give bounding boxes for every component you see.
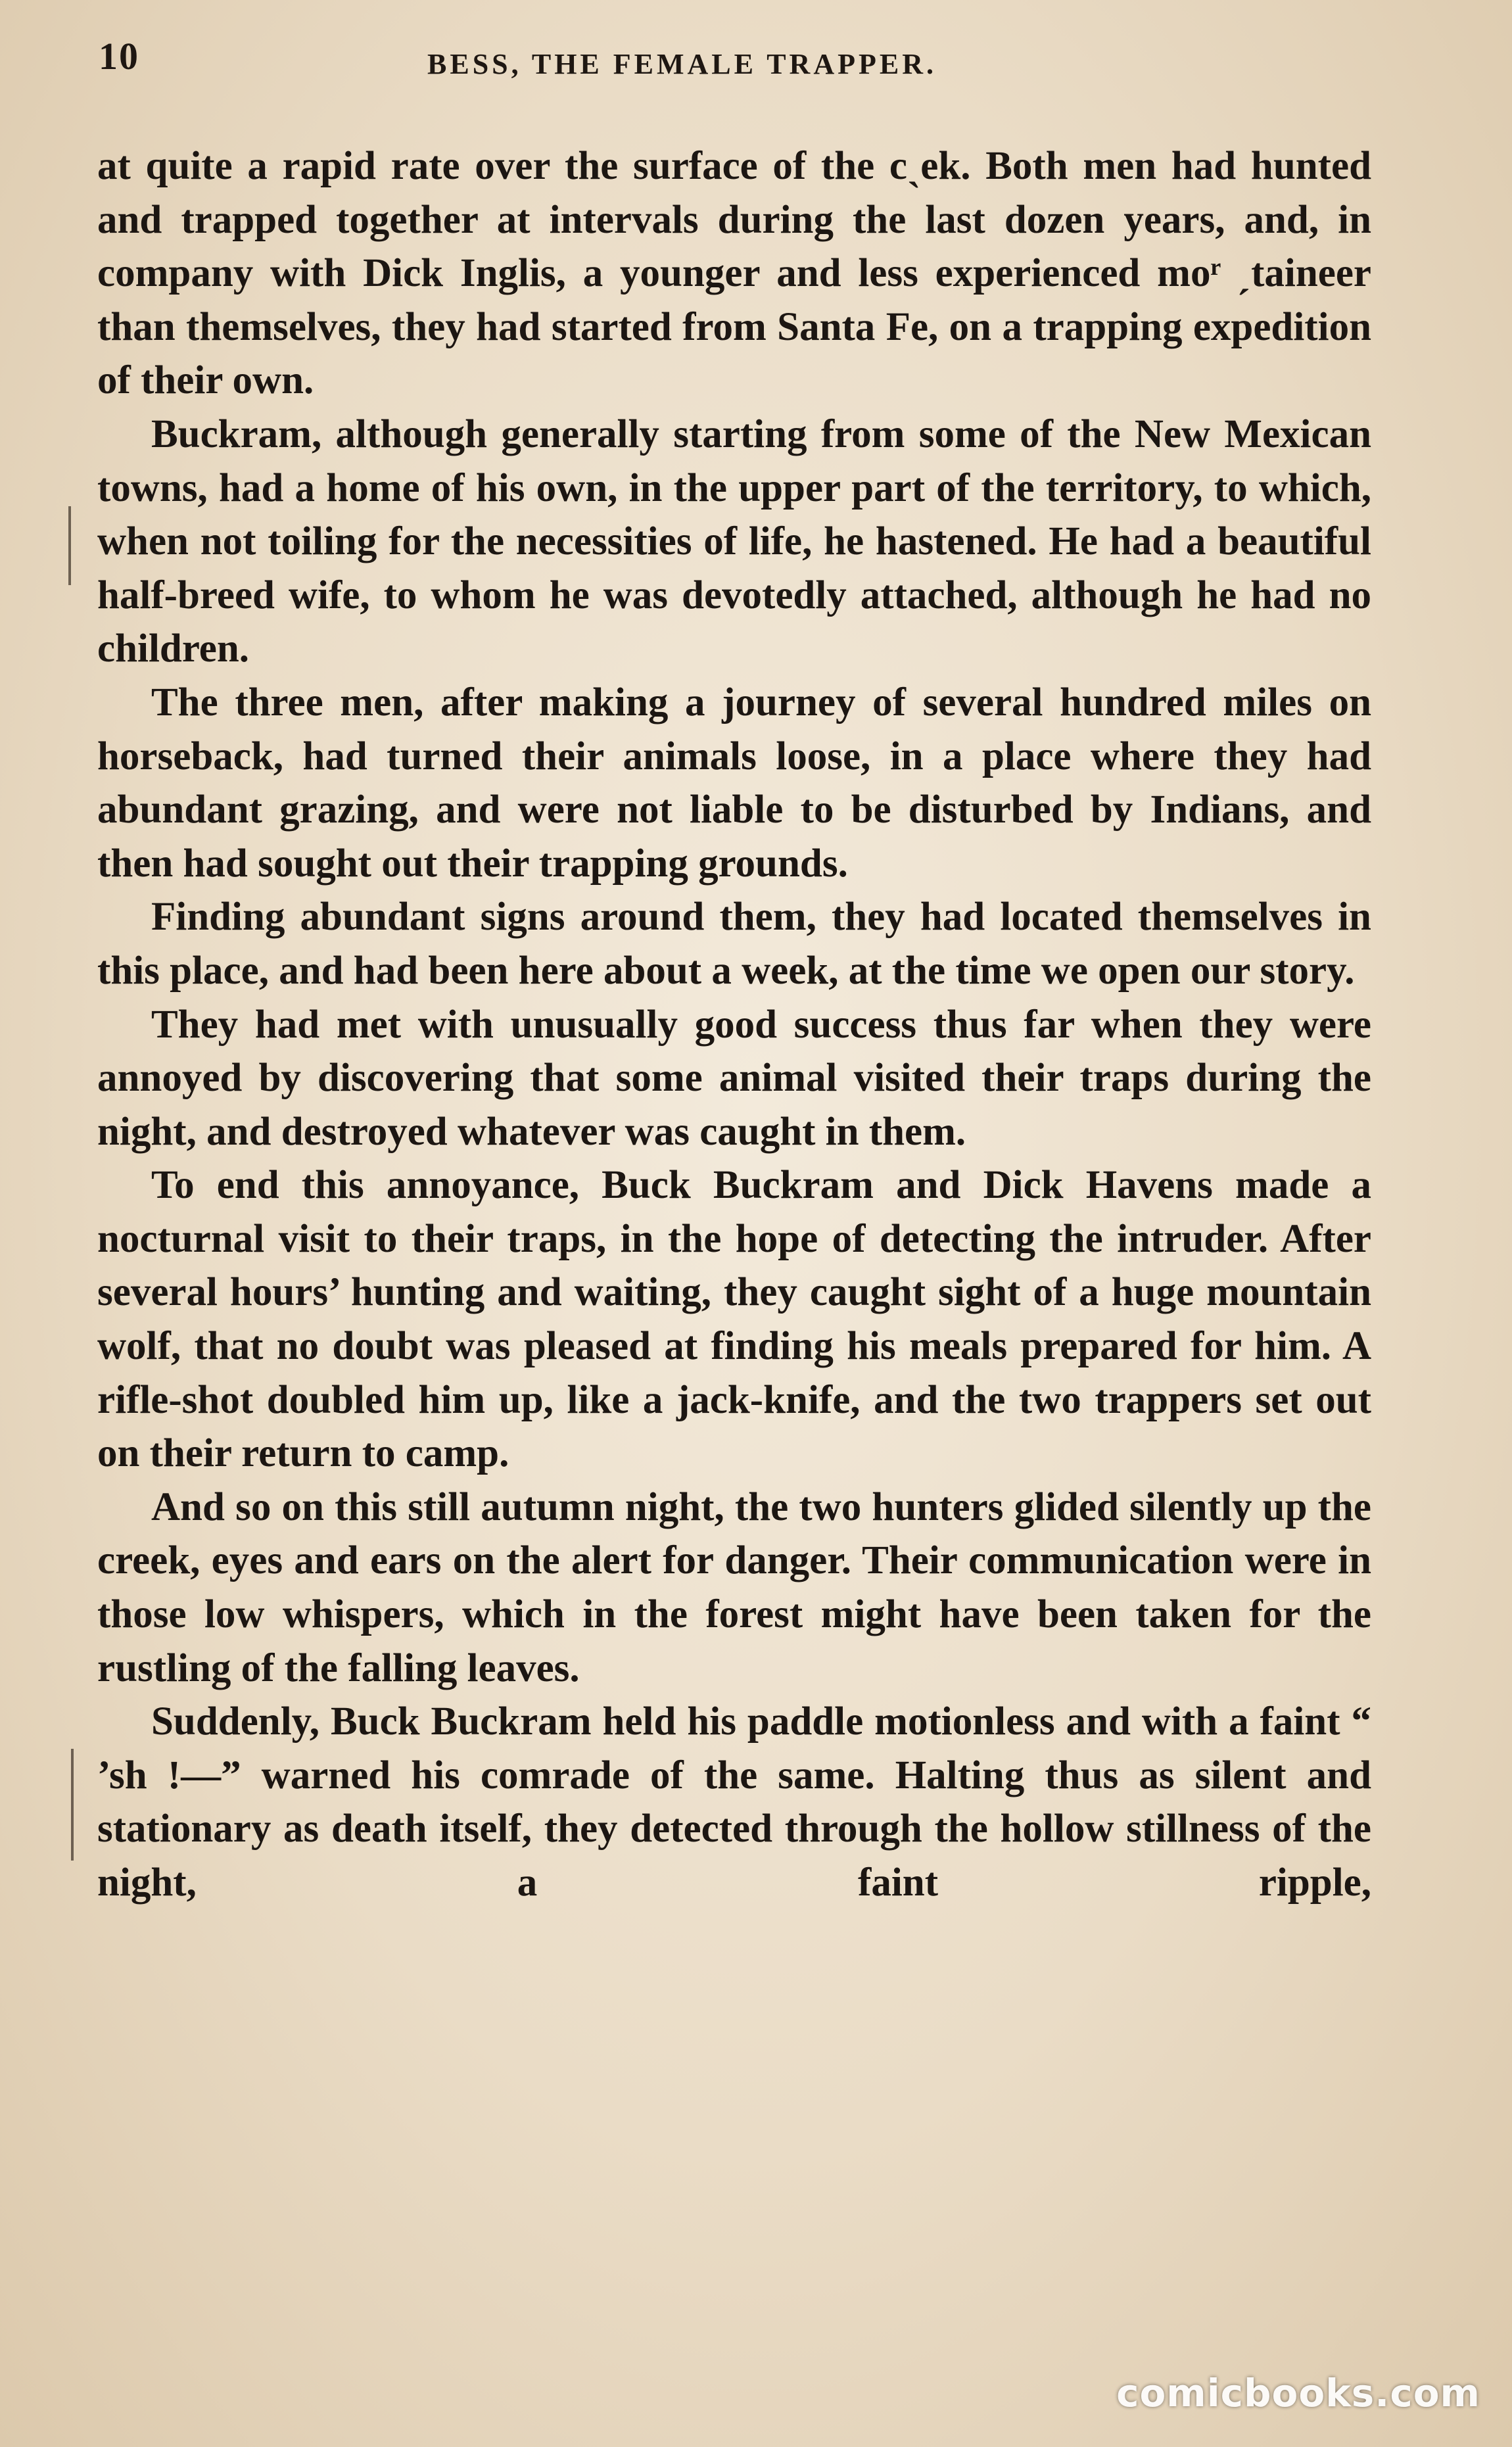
- paragraph: They had met with unusually good success thus far when they were annoyed by discovering that some animal visited their traps during the night, and destroyed whatever was caught in them.: [97, 1002, 1371, 1154]
- margin-mark: [71, 1749, 74, 1861]
- paragraph: The three men, after making a journey of several hundred miles on horseback, had turned their animals loose, in a place where they had abundant grazing, and were not liable to be disturbed by Indians, and then had sought out their trapping grounds.: [97, 680, 1371, 886]
- running-title: BESS, THE FEMALE TRAPPER.: [427, 48, 937, 80]
- paragraph: Suddenly, Buck Buckram held his paddle motionless and with a faint “ ’sh !—” warned his comrade of the same. Halting thus as silent and stationary as death itself, they detected through the hollow stillness of the night, a faint ripple,: [97, 1699, 1371, 1905]
- paragraph: To end this annoyance, Buck Buckram and Dick Havens made a nocturnal visit to their traps, in the hope of detecting the intruder. After several hours’ hunting and waiting, they caught sight of a huge mountain wolf, that no doubt was pleased at finding his meals prepared for him. A rifle-shot doubled him up, like a jack-knife, and the two trappers set out on their return to camp.: [97, 1163, 1371, 1476]
- paragraph: And so on this still autumn night, the two hunters glided silently up the creek, eyes and ears on the alert for danger. Their communication were in those low whispers, which in the forest might have been taken for the rustling of the falling leaves.: [97, 1485, 1371, 1690]
- watermark: comicbooks.com: [1116, 2371, 1480, 2415]
- paragraph: Finding abundant signs around them, they had located themselves in this place, and had been here about a week, at the time we open our story.: [97, 895, 1371, 993]
- paragraph: Buckram, although generally starting from some of the New Mexican towns, had a home of his own, in the upper part of the territory, to which, when not toiling for the necessities of life, he hastened. He had a beautiful half-breed wife, to whom he was devotedly attached, although he had no children.: [97, 412, 1371, 671]
- page-number: 10: [99, 35, 139, 78]
- body-text: [97, 139, 1371, 1910]
- paragraph: at quite a rapid rate over the surface of the cˎek. Both men had hunted and trapped together at intervals during the last dozen years, and, in company with Dick Inglis, a younger and less experienced moʳ ˏtaineer than themselves, they had started from Santa Fe, on a trapping expedition of their own.: [97, 144, 1371, 403]
- margin-mark: [68, 506, 71, 585]
